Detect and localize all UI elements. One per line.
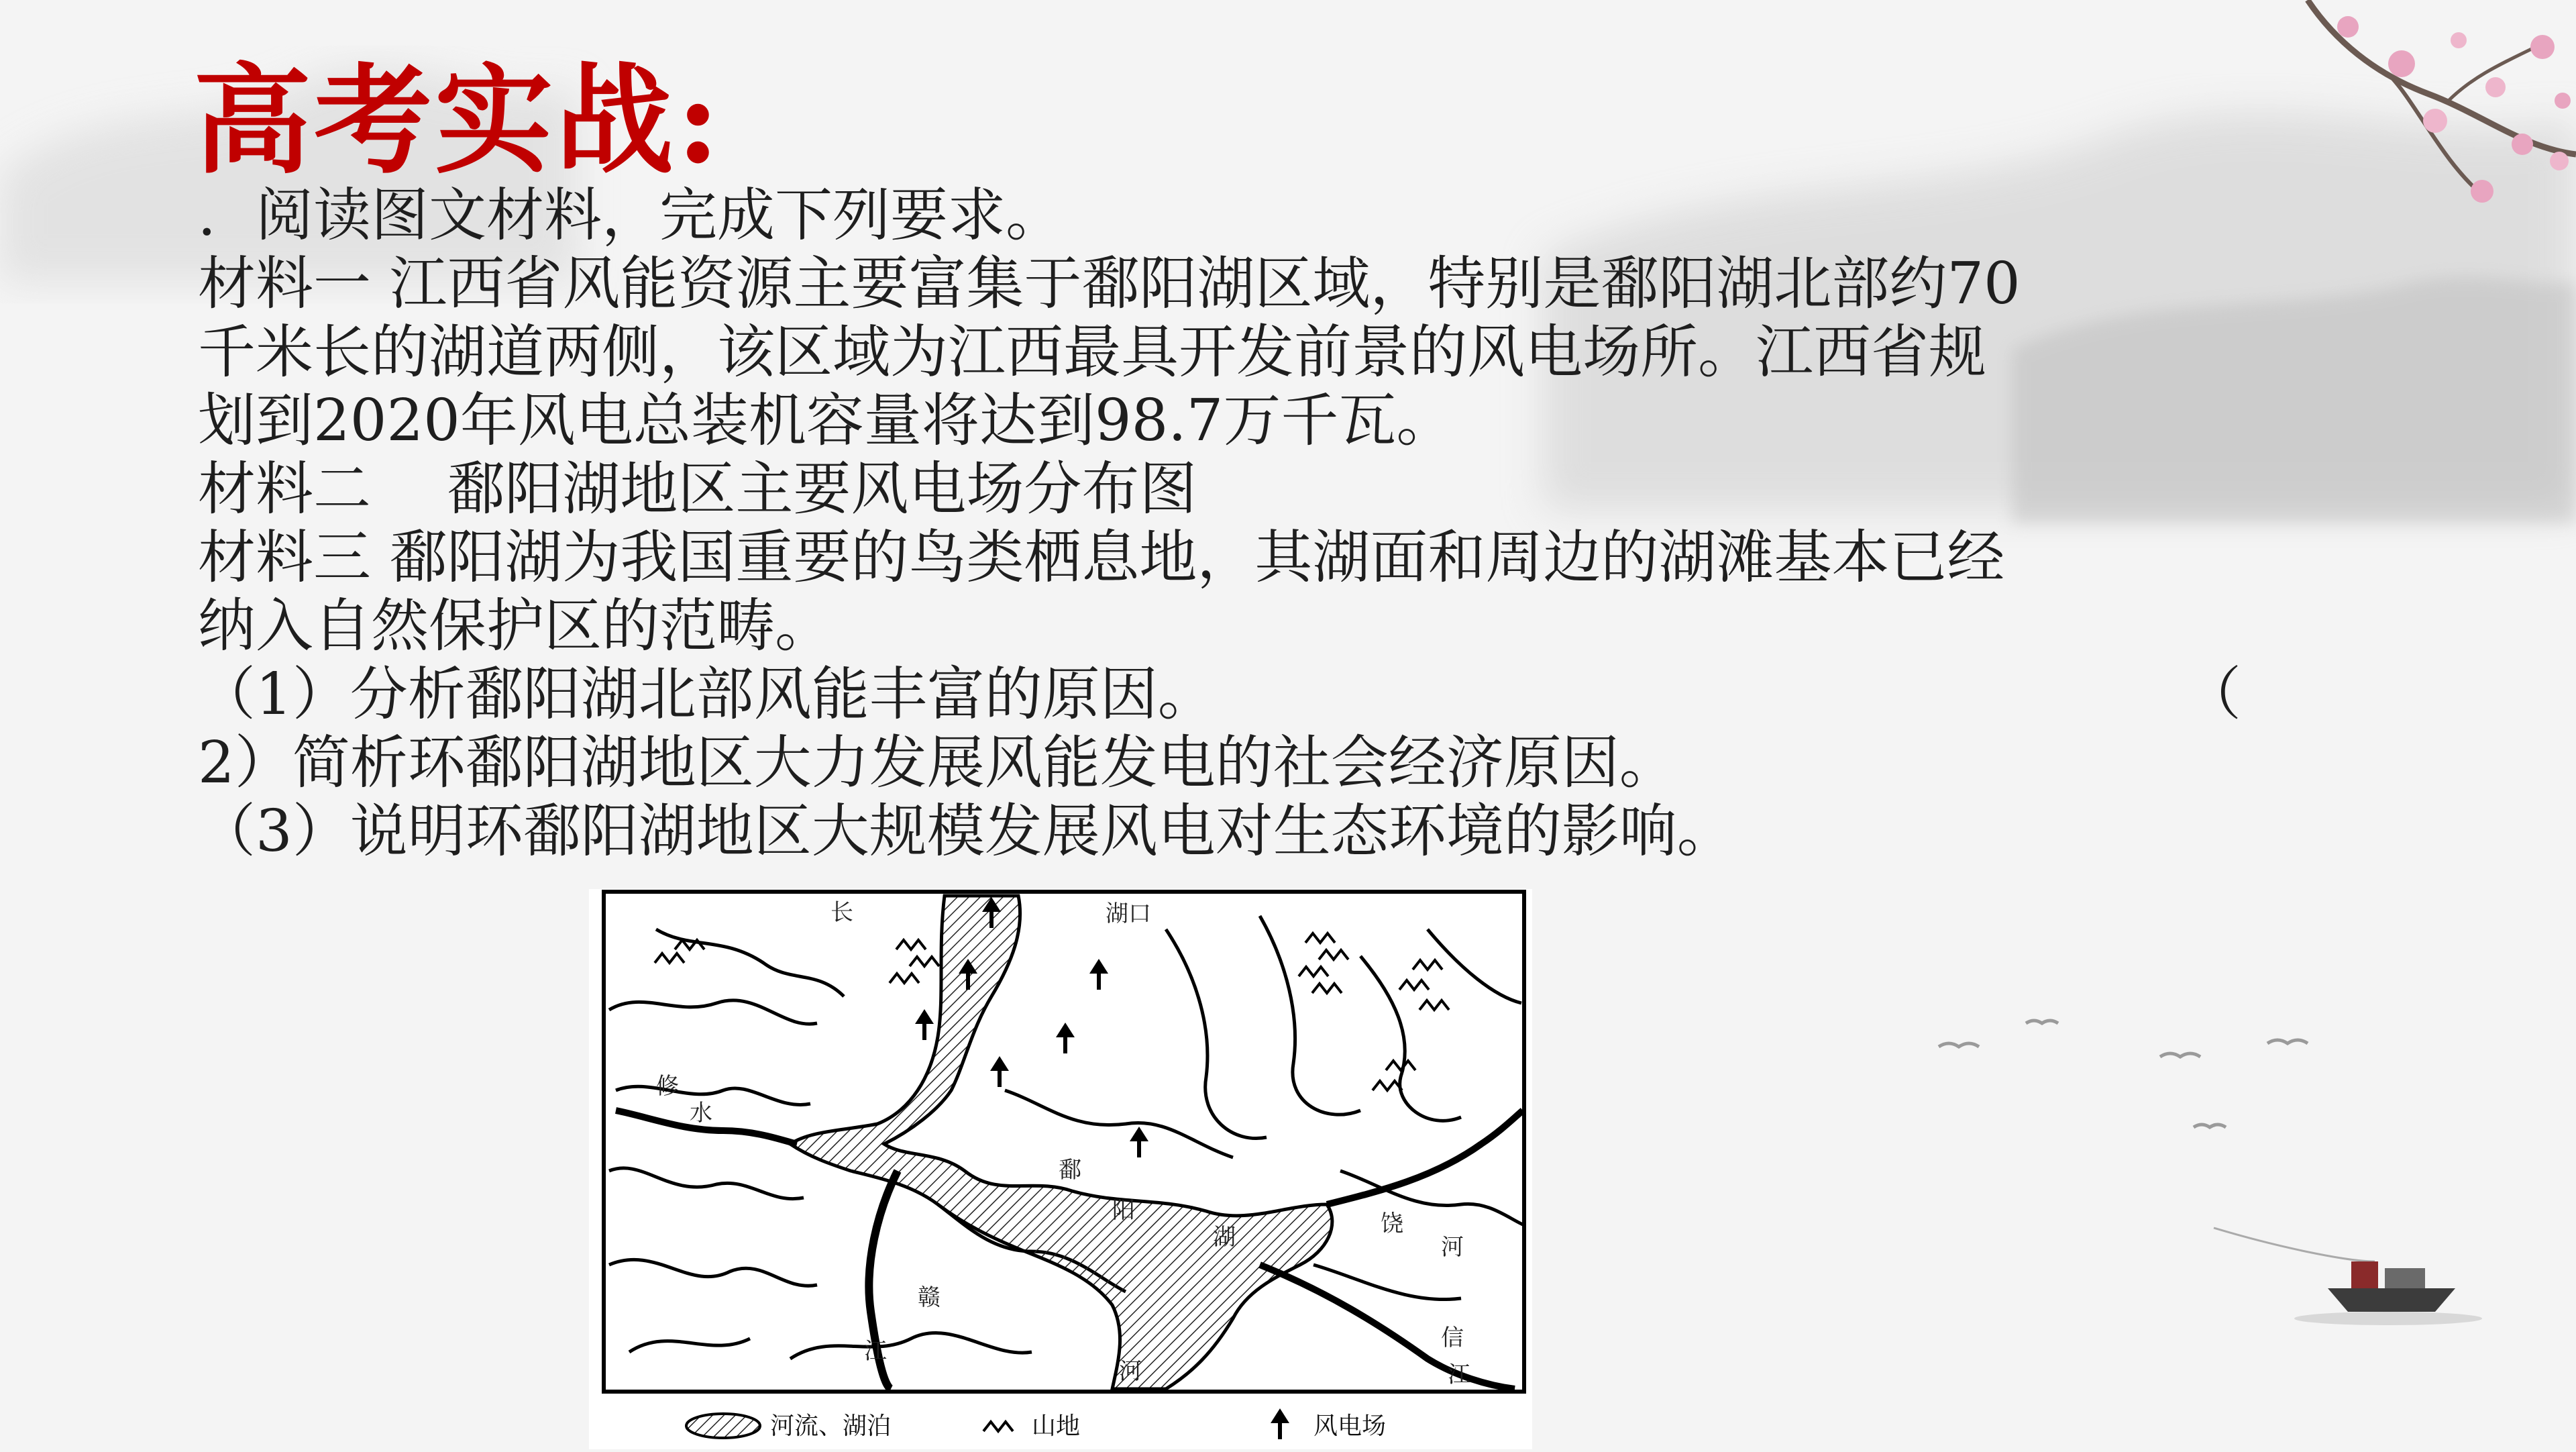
question-3: （3）说明环鄱阳湖地区大规模发展风电对生态环境的影响。 (198, 798, 1735, 865)
fishing-boat (2214, 1228, 2482, 1325)
question-2: 2）简析环鄱阳湖地区大力发展风能发电的社会经济原因。 (198, 729, 1677, 796)
map-label-xiu: 修 (656, 1073, 679, 1100)
text-line: 材料二 鄱阳湖地区主要风电场分布图 (198, 456, 1197, 523)
map-label-he-right: 河 (1441, 1234, 1464, 1261)
map-label-rao: 饶 (1381, 1210, 1403, 1237)
text-line: 纳入自然保护区的范畴。 (198, 592, 833, 660)
question-1-tail: （ (2184, 661, 2241, 728)
text-line: ．阅读图文材料，完成下列要求。 (198, 182, 1063, 249)
map-label-jiang: 江 (864, 1338, 887, 1365)
map-label-shui: 水 (690, 1100, 712, 1127)
map-label-he-left: 河 (1119, 1358, 1142, 1385)
legend-wind: 风电场 (1313, 1412, 1387, 1440)
text-line: 材料三 鄱阳湖为我国重要的鸟类栖息地，其湖面和周边的湖滩基本已经 (198, 524, 2005, 591)
question-text (198, 181, 2251, 866)
map-label-gan: 赣 (918, 1284, 941, 1311)
legend-mountain: 山地 (1032, 1412, 1081, 1440)
text-line: 划到2020年风电总装机容量将达到98.7万千瓦。 (198, 387, 1454, 454)
text-line: 千米长的湖道两侧，该区域为江西最具开发前景的风电场所。江西省规 (198, 319, 1986, 386)
map-label-top-cut: 长 (830, 899, 853, 926)
map-label-po: 鄱 (1059, 1157, 1081, 1184)
map-label-yang: 阳 (1112, 1197, 1135, 1224)
map-label-jiang-right: 江 (1448, 1361, 1470, 1388)
map-label-hu: 湖 (1213, 1224, 1236, 1251)
map-legend (686, 1408, 1386, 1440)
text-line: 材料一 江西省风能资源主要富集于鄱阳湖区域，特别是鄱阳湖北部约70 (198, 250, 2021, 317)
page-title: 高考实战: (193, 51, 722, 190)
legend-water: 河流、湖泊 (770, 1412, 892, 1440)
map-frame (604, 892, 1524, 1392)
question-1: （1）分析鄱阳湖北部风能丰富的原因。 (198, 661, 1216, 728)
map-drawing (589, 889, 1532, 1449)
flying-birds (1939, 1021, 2308, 1127)
wind-farm-map (589, 889, 1532, 1449)
map-label-hukou: 湖口 (1106, 900, 1151, 927)
question-1-line (198, 660, 2251, 729)
legend-water-swatch (686, 1414, 760, 1438)
map-label-xin: 信 (1441, 1325, 1464, 1351)
